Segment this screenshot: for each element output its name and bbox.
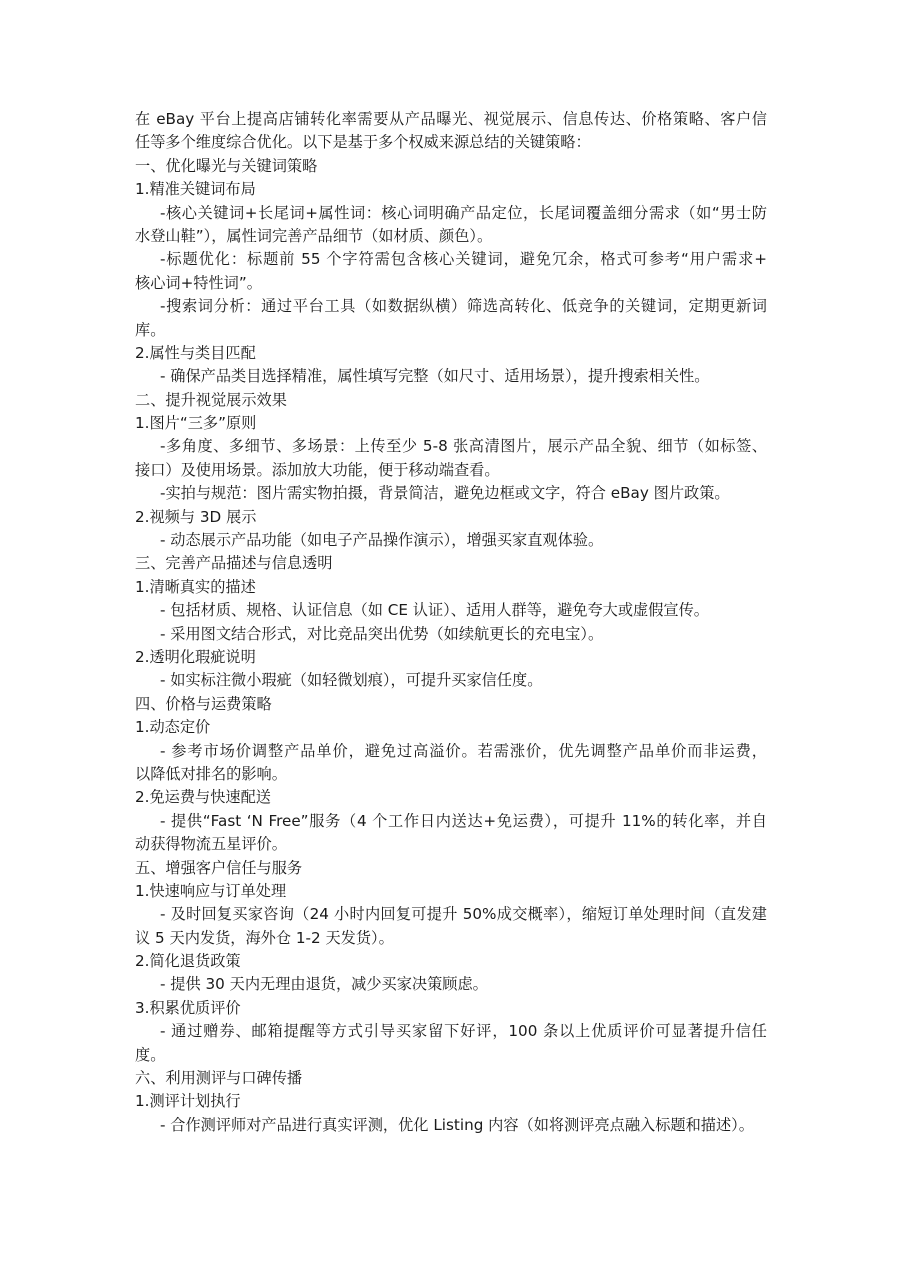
bullet-text-line: - 合作测评师对产品进行真实评测，优化 Listing 内容（如将测评亮点融入标题和描述）。: [160, 1115, 754, 1134]
bullet-text-line: 度。: [135, 1045, 166, 1064]
section-heading: 四、价格与运费策略: [135, 694, 272, 713]
subsection-heading: 1.快速响应与订单处理: [135, 881, 287, 900]
bullet-text-line: -搜索词分析：通过平台工具（如数据纵横）筛选高转化、低竞争的关键词，定期更新词: [160, 297, 767, 316]
bullet-text-line: - 采用图文结合形式，对比竞品突出优势（如续航更长的充电宝）。: [160, 624, 604, 643]
bullet-text-line: - 提供 30 天内无理由退货，减少买家决策顾虑。: [160, 975, 488, 994]
subsection-heading: 2.视频与 3D 展示: [135, 507, 257, 526]
bullet-text-line: 动获得物流五星评价。: [135, 835, 287, 854]
subsection-heading: 1.精准关键词布局: [135, 180, 256, 199]
bullet-text-line: 以降低对排名的影响。: [135, 764, 287, 783]
bullet-text-line: - 参考市场价调整产品单价，避免过高溢价。若需涨价，优先调整产品单价而非运费，: [160, 741, 767, 760]
bullet-text-line: - 确保产品类目选择精准，属性填写完整（如尺寸、适用场景），提升搜索相关性。: [160, 367, 710, 386]
bullet-text-line: -标题优化：标题前 55 个字符需包含核心关键词，避免冗余，格式可参考“用户需求+: [160, 250, 767, 269]
section-heading: 一、优化曝光与关键词策略: [135, 156, 318, 175]
subsection-heading: 1.清晰真实的描述: [135, 577, 256, 596]
subsection-heading: 3.积累优质评价: [135, 998, 241, 1017]
bullet-text-line: -核心关键词+长尾词+属性词：核心词明确产品定位，长尾词覆盖细分需求（如“男士防: [160, 203, 767, 222]
subsection-heading: 2.简化退货政策: [135, 952, 241, 971]
intro-line: 任等多个维度综合优化。以下是基于多个权威来源总结的关键策略：: [135, 133, 591, 152]
subsection-heading: 2.属性与类目匹配: [135, 343, 256, 362]
bullet-text-line: - 及时回复买家咨询（24 小时内回复可提升 50%成交概率），缩短订单处理时间（直发建: [160, 905, 767, 924]
subsection-heading: 2.透明化瑕疵说明: [135, 647, 256, 666]
section-heading: 三、完善产品描述与信息透明: [135, 554, 333, 573]
section-heading: 五、增强客户信任与服务: [135, 858, 303, 877]
bullet-text-line: 议 5 天内发货，海外仓 1-2 天发货）。: [135, 928, 394, 947]
bullet-text-line: 水登山鞋”），属性词完善产品细节（如材质、颜色）。: [135, 226, 493, 245]
section-heading: 六、利用测评与口碑传播: [135, 1069, 303, 1088]
subsection-heading: 1.图片“三多”原则: [135, 414, 257, 433]
bullet-text-line: - 提供“Fast ‘N Free”服务（4 个工作日内送达+免运费），可提升 11%的转化率，并自: [160, 811, 767, 830]
bullet-text-line: 接口）及使用场景。添加放大功能，便于移动端查看。: [135, 460, 500, 479]
subsection-heading: 2.免运费与快速配送: [135, 788, 271, 807]
bullet-text-line: 核心词+特性词”。: [135, 273, 262, 292]
document-body: [135, 108, 767, 1137]
subsection-heading: 1.测评计划执行: [135, 1092, 241, 1111]
bullet-text-line: - 动态展示产品功能（如电子产品操作演示），增强买家直观体验。: [160, 531, 604, 550]
section-heading: 二、提升视觉展示效果: [135, 390, 287, 409]
subsection-heading: 1.动态定价: [135, 718, 211, 737]
bullet-text-line: -多角度、多细节、多场景：上传至少 5-8 张高清图片，展示产品全貌、细节（如标签、: [160, 437, 767, 456]
bullet-text-line: -实拍与规范：图片需实物拍摄，背景简洁，避免边框或文字，符合 eBay 图片政策。: [160, 484, 730, 503]
intro-line: 在 eBay 平台上提高店铺转化率需要从产品曝光、视觉展示、信息传达、价格策略、客户信: [135, 110, 767, 128]
bullet-text-line: - 包括材质、规格、认证信息（如 CE 认证）、适用人群等，避免夸大或虚假宣传。: [160, 601, 709, 620]
bullet-text-line: - 如实标注微小瑕疵（如轻微划痕），可提升买家信任度。: [160, 671, 543, 690]
bullet-text-line: 库。: [135, 320, 166, 339]
bullet-text-line: - 通过赠券、邮箱提醒等方式引导买家留下好评，100 条以上优质评价可显著提升信任: [160, 1022, 767, 1041]
